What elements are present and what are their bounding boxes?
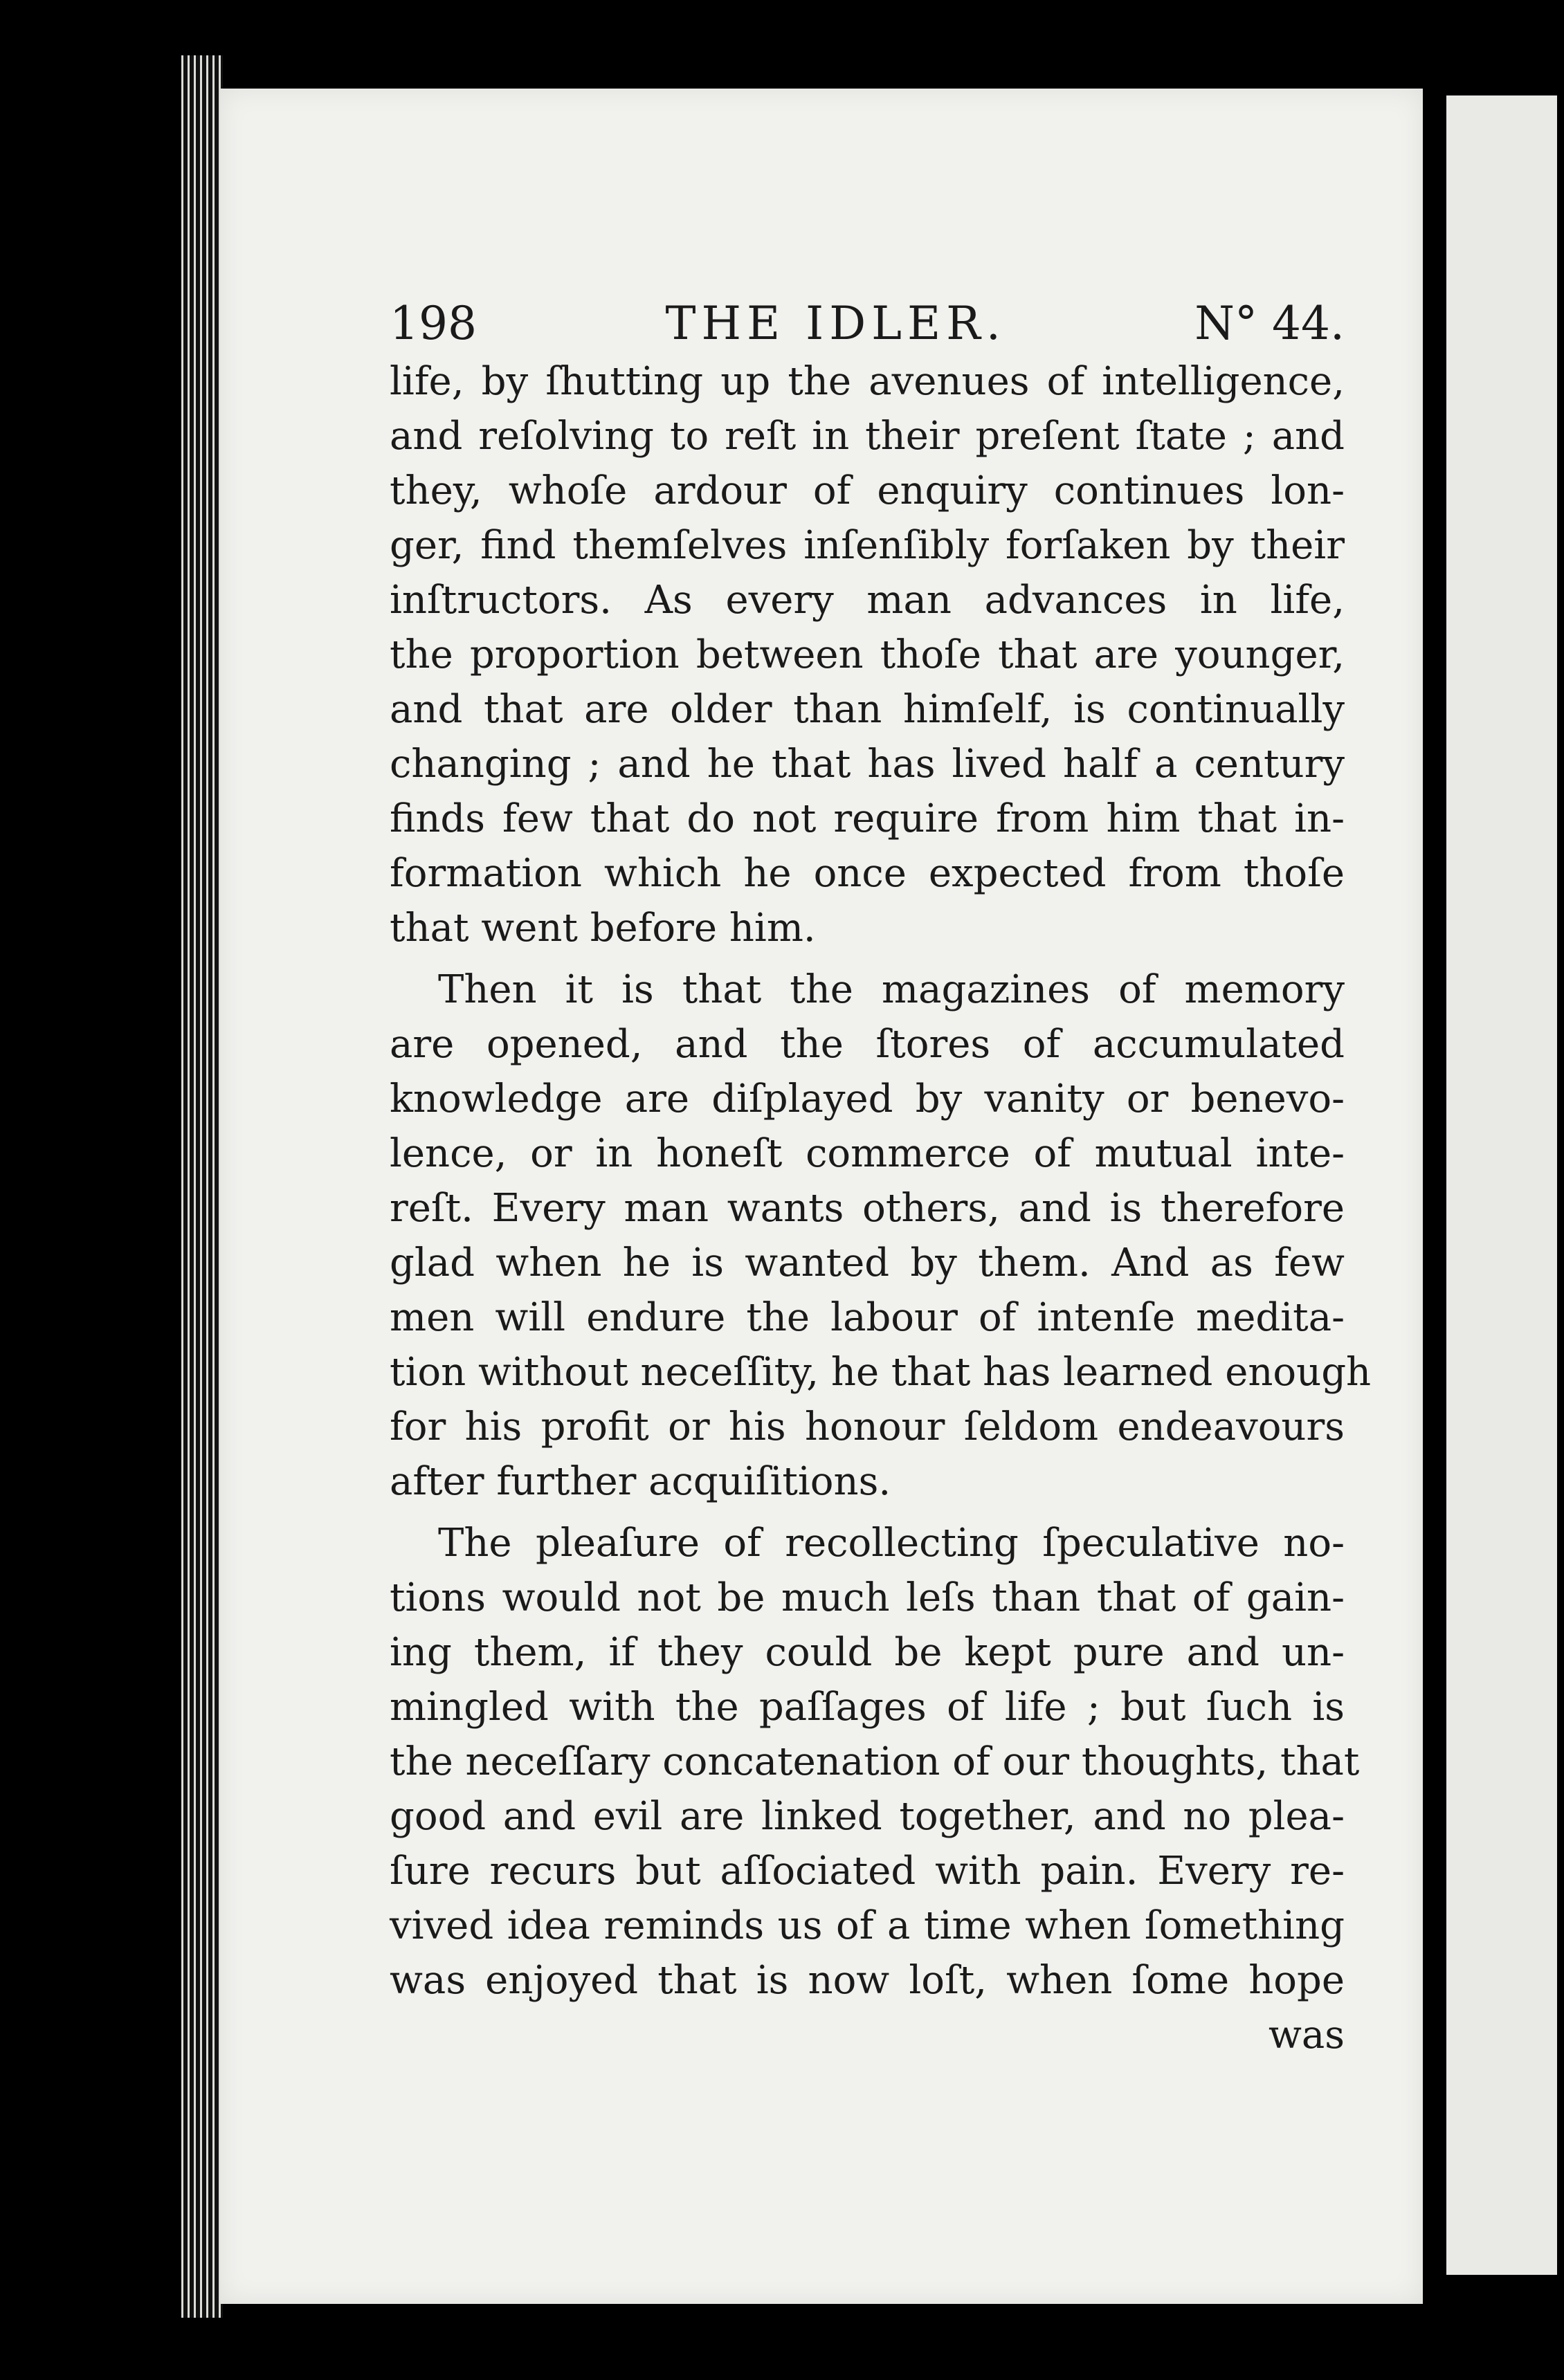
text-line: finds few that do not require from him that in- [390, 796, 1345, 841]
text-line: formation which he once expected from thoſe [390, 851, 1345, 896]
text-line: ſure recurs but aſſociated with pain. Every re- [390, 1849, 1345, 1894]
text-line: for his profit or his honour ſeldom endeavours [390, 1404, 1345, 1449]
text-line: knowledge are diſplayed by vanity or benevo- [390, 1077, 1345, 1122]
page-edges [181, 55, 223, 2318]
text-line: the neceſſary concatenation of our thoughts, that [390, 1739, 1360, 1784]
text-line: The pleaſure of recollecting ſpeculative no- [438, 1521, 1345, 1566]
text-line: mingled with the paſſages of life ; but ſuch is [390, 1685, 1345, 1730]
page-number: 198 [390, 297, 477, 350]
running-title: THE IDLER. [665, 297, 1006, 350]
issue-number: N° 44. [1194, 297, 1345, 350]
facing-page-edge [1446, 95, 1557, 2275]
book-page [220, 89, 1423, 2304]
text-line: life, by ſhutting up the avenues of intelligence, [390, 359, 1345, 404]
text-line: and reſolving to reſt in their preſent ſtate ; and [390, 414, 1345, 459]
catchword: was [1268, 2013, 1345, 2058]
text-line: tion without neceſſity, he that has learned enough [390, 1350, 1372, 1395]
text-line: was enjoyed that is now loſt, when ſome hope [390, 1958, 1345, 2003]
text-line: they, whoſe ardour of enquiry continues lon- [390, 468, 1345, 513]
paragraph-gap [390, 1509, 1345, 1516]
text-line: vived idea reminds us of a time when ſomething [390, 1903, 1345, 1948]
running-head [390, 296, 1345, 351]
text-line: are opened, and the ſtores of accumulated [390, 1022, 1345, 1067]
text-line: Then it is that the magazines of memory [438, 967, 1345, 1012]
catchword-row [390, 2008, 1345, 2062]
text-line: after further acquiſitions. [390, 1459, 891, 1504]
text-line: lence, or in honeſt commerce of mutual inte- [390, 1131, 1345, 1176]
text-line: that went before him. [390, 906, 816, 951]
paragraph-gap [390, 955, 1345, 962]
text-line: ing them, if they could be kept pure and un- [390, 1630, 1345, 1675]
text-line: inſtructors. As every man advances in life, [390, 578, 1345, 623]
text-line: reſt. Every man wants others, and is therefore [390, 1186, 1345, 1231]
text-line: good and evil are linked together, and no plea- [390, 1794, 1345, 1839]
text-block [390, 296, 1372, 2062]
text-line: men will endure the labour of intenſe medita- [390, 1295, 1345, 1340]
text-line: tions would not be much leſs than that of gain- [390, 1575, 1345, 1620]
text-line: glad when he is wanted by them. And as few [390, 1241, 1345, 1285]
text-line: and that are older than himſelf, is continually [390, 687, 1345, 732]
text-line: changing ; and he that has lived half a century [390, 742, 1345, 787]
text-line: ger, find themſelves inſenſibly forſaken by their [390, 523, 1345, 568]
text-line: the proportion between thoſe that are younger, [390, 632, 1345, 677]
